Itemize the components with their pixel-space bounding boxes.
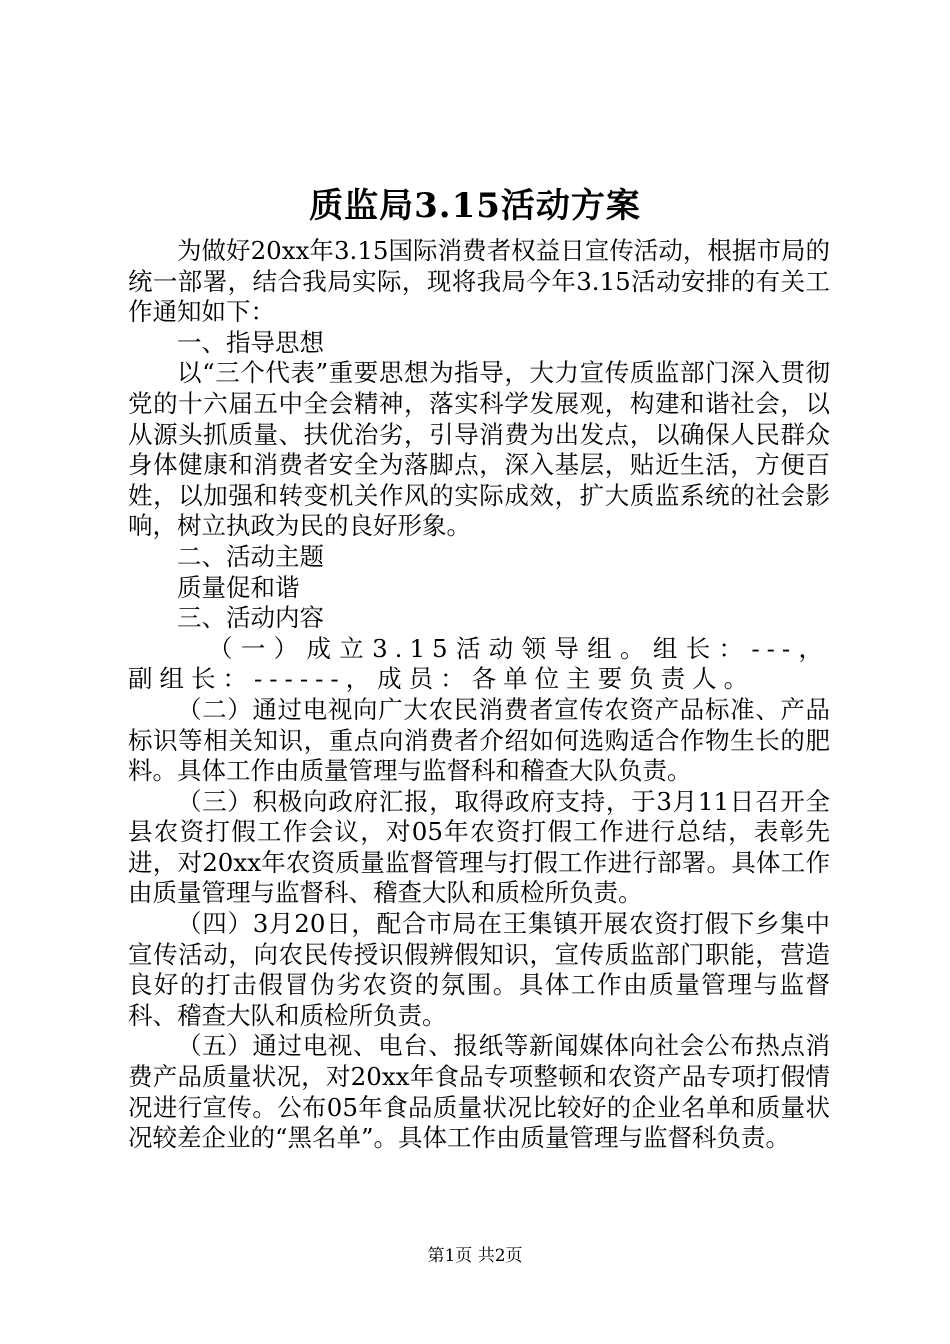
content-item-1: （一）成立3.15活动领导组。组长：---，副组长：------，成员：各单位主要负责人。 [128,633,830,694]
theme-paragraph: 质量促和谐 [177,572,300,602]
section-heading-content: 三、活动内容 [177,603,324,633]
document-title: 质监局3.15活动方案 [309,186,641,226]
page-footer: 第1页 共2页 [427,1246,523,1266]
guiding-thought-paragraph: 以“三个代表”重要思想为指导，大力宣传质监部门深入贯彻党的十六届五中全会精神，落实科学发展观，构建和谐社会，以从源头抓质量、扶优治劣，引导消费为出发点，以确保人民群众身体健康和消费者安全为落脚点，深入基层，贴近生活，方便百姓，以加强和转变机关作风的实际成效，扩大质监系统的社会影响，树立执政为民的良好形象。 [128,358,830,541]
content-item-3: （三）积极向政府汇报，取得政府支持，于3月11日召开全县农资打假工作会议，对05年农资打假工作进行总结，表彰先进，对20xx年农资质量监督管理与打假工作进行部署。具体工作由质量管理与监督科、稽查大队和质检所负责。 [128,786,830,908]
section-heading-theme: 二、活动主题 [177,541,324,571]
content-item-5: （五）通过电视、电台、报纸等新闻媒体向社会公布热点消费产品质量状况，对20xx年食品专项整顿和农资产品专项打假情况进行宣传。公布05年食品质量状况比较好的企业名单和质量状况较差企业的“黑名单”。具体工作由质量管理与监督科负责。 [128,1031,830,1153]
intro-paragraph: 为做好20xx年3.15国际消费者权益日宣传活动，根据市局的统一部署，结合我局实际，现将我局今年3.15活动安排的有关工作通知如下： [128,236,830,327]
document-body [128,236,830,1154]
content-item-2: （二）通过电视向广大农民消费者宣传农资产品标准、产品标识等相关知识，重点向消费者介绍如何选购适合作物生长的肥料。具体工作由质量管理与监督科和稽查大队负责。 [128,694,830,786]
section-heading-guiding-thought: 一、指导思想 [177,327,324,357]
content-item-4: （四）3月20日，配合市局在王集镇开展农资打假下乡集中宣传活动，向农民传授识假辨假知识，宣传质监部门职能，营造良好的打击假冒伪劣农资的氛围。具体工作由质量管理与监督科、稽查大队和质检所负责。 [128,909,830,1030]
